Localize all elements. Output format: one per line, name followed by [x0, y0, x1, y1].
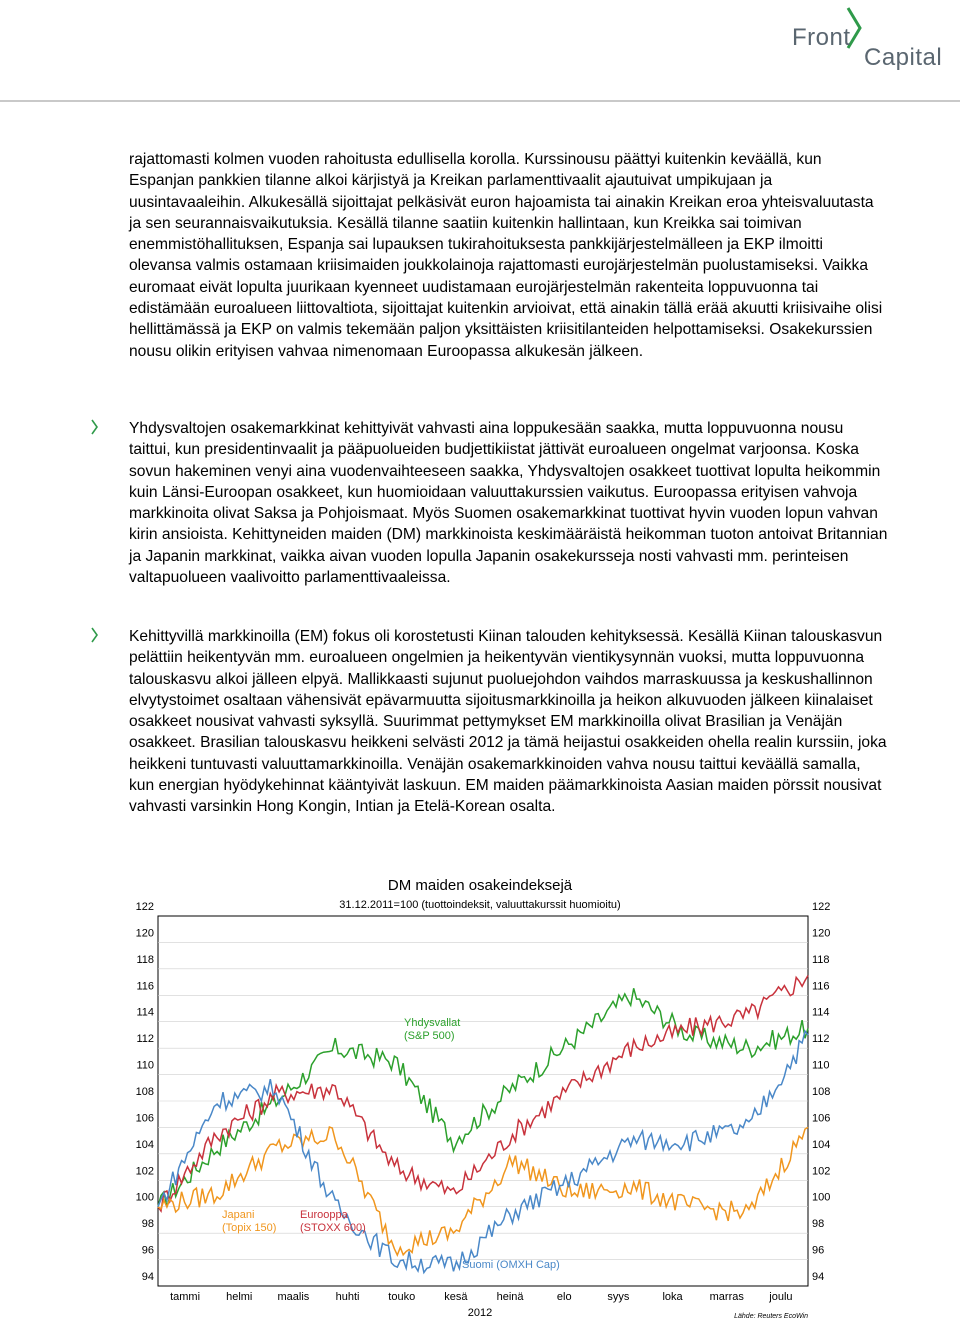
y-tick-label: 104	[135, 1138, 154, 1151]
y-tick-label: 94	[812, 1271, 825, 1283]
x-tick-label: tammi	[170, 1291, 201, 1303]
paragraph-europe: rajattomasti kolmen vuoden rahoitusta edullisella korolla. Kurssinousu päättyi kuitenkin keväällä, kun Espanjan pankkien tilanne alkoi kärjistyä ja Kreikan parlamenttivaalit ajautuivat umpikujaan ja uusintavaaleihin. Alkukesällä sijoittajat pelkäsivät euron hajoamista tai ainakin Kreikan eroa yhteisvaluutasta ja sen seurannaisvaikutuksia. Kesällä tilanne saatiin kuitenkin hallintaan, kun Kreikka sai toimivan enemmistöhallituksen, Espanja sai lupauksen tukirahoituksesta pankkijärjestelmälleen ja EKP ilmoitti olevansa valmis ostamaan kriisimaiden joukkolainoja rajattomasti eurojärjestelmän puolustamiseksi. Vaikka euromaat eivät lopulta juurikaan kyenneet uudistamaan eurojärjestelmän rakenteita loppuvuonna tai edistämään euroalueen liittovaltiota, sijoittajat kuitenkin arvioivat, että ainakin tällä erää akuutti kriisivaihe olisi hellittämässä ja EKP on valmis tekemään paljon yksittäisten kriisitilanteiden helpottamiseksi. Osakekurssien nousu olikin erityisen vahvaa nimenomaan Euroopassa alkukesän jälkeen.	[129, 151, 883, 360]
bullet-chevron-icon	[90, 419, 100, 435]
y-tick-label: 96	[812, 1244, 825, 1257]
paragraph-usa: Yhdysvaltojen osakemarkkinat kehittyivät vahvasti aina loppukesään saakka, mutta loppuvuonna nousu taittui, kun presidentinvaalit ja pääpuolueiden budjettikiistat jättivät euroalueen ongelmat varjoonsa. Koska sovun hakeminen venyi aina vuodenvaihteeseen saakka, Yhdysvaltojen osakkeet tuottivat lopulta heikommin kuin Länsi-Euroopan osakkeet, kun huomioidaan valuuttakurssien vaikutus. Euroopassa erityisen vahvoja markkinoita olivat Saksa ja Pohjoismaat. Myös Suomen osakemarkkinat tuottivat hyvin vuoden lopun vahvan kirin ansioista. Kehittyneiden maiden (DM) markkinoista keskimääräistä heikomman tuoton antoivat Britannian ja Japanin markkinat, vaikka aivan vuoden lopulla Japanin osakekursseja nosti vahvasti mm. perinteisen valtapuolueen vaalivoitto parlamenttivaaleissa.	[129, 420, 888, 587]
x-tick-label: syys	[607, 1291, 630, 1303]
x-tick-label: maalis	[277, 1291, 310, 1303]
series-line	[158, 976, 808, 1212]
y-tick-label: 120	[812, 927, 831, 940]
y-tick-label: 96	[141, 1244, 154, 1257]
y-tick-label: 122	[812, 901, 831, 913]
series-label: (Topix 150)	[222, 1222, 277, 1234]
x-tick-label: marras	[709, 1291, 744, 1303]
y-tick-label: 98	[141, 1218, 154, 1231]
y-tick-label: 106	[135, 1112, 154, 1125]
x-tick-label: huhti	[335, 1291, 360, 1303]
x-tick-label: helmi	[226, 1291, 253, 1303]
y-tick-label: 98	[812, 1218, 825, 1231]
y-tick-label: 110	[136, 1059, 154, 1072]
series-line	[158, 988, 808, 1207]
y-axis-left	[136, 901, 154, 1283]
series-label: Yhdysvallat	[404, 1017, 461, 1029]
y-tick-label: 116	[136, 980, 154, 993]
x-tick-label: heinä	[496, 1291, 524, 1303]
logo-text-capital: Capital	[864, 44, 943, 71]
y-tick-label: 116	[812, 980, 830, 993]
series-label: (STOXX 600)	[300, 1222, 366, 1234]
chart-source: Lähde: Reuters EcoWin	[734, 1313, 808, 1320]
y-tick-label: 112	[136, 1033, 154, 1046]
series-line	[158, 1127, 808, 1255]
y-tick-label: 94	[141, 1271, 154, 1283]
y-tick-label: 108	[812, 1086, 831, 1098]
x-axis	[170, 1291, 792, 1303]
y-axis-right	[812, 901, 830, 1283]
header-divider	[0, 100, 960, 102]
chart-subtitle: 31.12.2011=100 (tuottoindeksit, valuuttakurssit huomioitu)	[339, 899, 621, 911]
front-capital-logo	[780, 4, 950, 74]
y-tick-label: 106	[812, 1112, 831, 1125]
series-label: Japani	[222, 1209, 255, 1221]
y-tick-label: 104	[812, 1138, 831, 1151]
series-label: Eurooppa	[300, 1209, 348, 1221]
bullet-chevron-icon	[90, 627, 100, 643]
y-tick-label: 102	[135, 1165, 154, 1178]
series-label: (S&P 500)	[404, 1030, 455, 1042]
series-line	[158, 1031, 808, 1272]
y-tick-label: 102	[812, 1165, 831, 1178]
y-tick-label: 100	[135, 1191, 154, 1204]
chart-title: DM maiden osakeindeksejä	[387, 877, 573, 894]
x-axis-label: 2012	[467, 1307, 493, 1319]
series-label: Suomi (OMXH Cap)	[462, 1259, 560, 1271]
x-tick-label: touko	[388, 1291, 416, 1303]
x-tick-label: joulu	[769, 1291, 793, 1303]
y-tick-label: 108	[135, 1086, 154, 1098]
y-tick-label: 122	[135, 901, 154, 913]
logo-text-front: Front	[792, 24, 851, 51]
x-tick-label: elo	[556, 1291, 572, 1303]
paragraph-emerging-markets: Kehittyvillä markkinoilla (EM) fokus oli korostetusti Kiinan talouden kehityksessä. Kesällä Kiinan talouskasvun pelättiin heikentyvän mm. euroalueen ongelmien ja heikentyvän vientikysynnän vuoksi, mutta loppuvuonna talouskasvu alkoi jälleen elpyä. Mallikkaasti sujunut puoluejohdon vaihdos marraskuussa ja keskushallinnon elvytystoimet osaltaan vähensivät epävarmuutta sijoitusmarkkinoilla ja heikon alkuvuoden jälkeen kiinalaiset osakkeet nousivat vahvasti syksyllä. Suurimmat pettymykset EM markkinoilla olivat Brasilian ja Venäjän osakkeet. Brasilian talouskasvu heikkeni selvästi 2012 ja tämä heijastui osakkeiden ohella realin kurssiin, joka heikkeni tuntuvasti valuuttamarkkinoilla. Venäjän osakemarkkinoiden vahva nousu taittui keväällä samalla, kun energian hyödykehinnat kääntyivät laskuun. EM maiden päämarkkinoista Aasian maiden pörssit nousivat vahvasti varsinkin Hong Kongin, Intian ja Etelä-Korean osalta.	[129, 628, 887, 816]
y-tick-label: 100	[812, 1191, 831, 1204]
chart-container	[0, 870, 960, 1321]
x-tick-label: loka	[662, 1291, 683, 1303]
y-tick-label: 120	[135, 927, 154, 940]
y-tick-label: 118	[812, 953, 830, 966]
y-tick-label: 114	[136, 1006, 154, 1019]
y-tick-label: 110	[812, 1059, 830, 1072]
y-tick-label: 114	[812, 1006, 830, 1019]
y-tick-label: 112	[812, 1033, 830, 1046]
dm-index-chart	[0, 870, 960, 1321]
x-tick-label: kesä	[444, 1291, 468, 1303]
y-tick-label: 118	[136, 953, 154, 966]
